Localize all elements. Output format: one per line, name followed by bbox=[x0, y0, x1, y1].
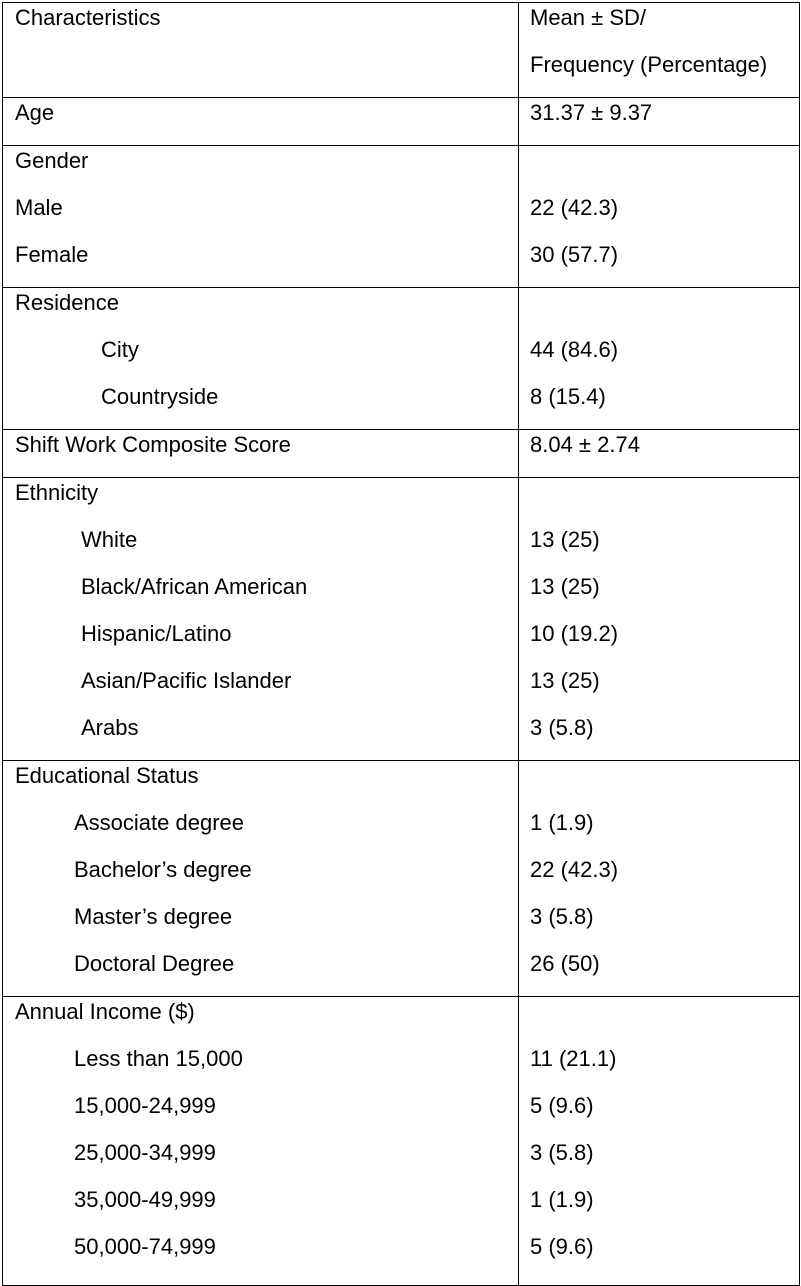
age-value: 31.37 ± 9.37 bbox=[530, 100, 653, 125]
income-35000-value: 1 (1.9) bbox=[530, 1187, 594, 1212]
shift-work-row bbox=[3, 430, 800, 478]
income-lt15000-value: 11 (21.1) bbox=[530, 1046, 617, 1071]
gender-label: Gender bbox=[15, 148, 89, 173]
education-master-value: 3 (5.8) bbox=[530, 904, 594, 929]
characteristics-header-cell bbox=[3, 3, 519, 98]
residence-label: Residence bbox=[15, 290, 119, 315]
value-header-line2: Frequency (Percentage) bbox=[530, 52, 768, 77]
education-doctoral-value: 26 (50) bbox=[530, 951, 600, 976]
residence-countryside-value: 8 (15.4) bbox=[530, 384, 606, 409]
ethnicity-section bbox=[3, 478, 800, 761]
income-lt15000-label: Less than 15,000 bbox=[74, 1046, 243, 1071]
gender-male-label: Male bbox=[15, 195, 63, 220]
education-associate-label: Associate degree bbox=[74, 810, 244, 835]
gender-male-value: 22 (42.3) bbox=[530, 195, 619, 220]
value-header-cell bbox=[519, 3, 800, 98]
shift-work-label: Shift Work Composite Score bbox=[15, 432, 291, 457]
ethnicity-arabs-label: Arabs bbox=[81, 715, 139, 740]
ethnicity-asian-value: 13 (25) bbox=[530, 668, 600, 693]
shift-work-value: 8.04 ± 2.74 bbox=[530, 432, 640, 457]
income-15000-value: 5 (9.6) bbox=[530, 1093, 594, 1118]
ethnicity-asian-label: Asian/Pacific Islander bbox=[81, 668, 292, 693]
residence-city-value: 44 (84.6) bbox=[530, 337, 619, 362]
education-associate-value: 1 (1.9) bbox=[530, 810, 594, 835]
residence-countryside-label: Countryside bbox=[101, 384, 219, 409]
ethnicity-label: Ethnicity bbox=[15, 480, 99, 505]
residence-section bbox=[3, 288, 800, 430]
income-50000-label: 50,000-74,999 bbox=[74, 1234, 216, 1259]
ethnicity-white-value: 13 (25) bbox=[530, 527, 600, 552]
education-bachelor-label: Bachelor’s degree bbox=[74, 857, 252, 882]
education-master-label: Master’s degree bbox=[74, 904, 233, 929]
ethnicity-black-label: Black/African American bbox=[81, 574, 308, 599]
income-50000-value: 5 (9.6) bbox=[530, 1234, 594, 1259]
gender-section bbox=[3, 146, 800, 288]
gender-female-label: Female bbox=[15, 242, 89, 267]
demographics-table bbox=[2, 2, 800, 1286]
ethnicity-white-label: White bbox=[81, 527, 138, 552]
education-label: Educational Status bbox=[15, 763, 199, 788]
income-label: Annual Income ($) bbox=[15, 999, 195, 1024]
income-35000-label: 35,000-49,999 bbox=[74, 1187, 216, 1212]
age-row bbox=[3, 98, 800, 146]
education-section bbox=[3, 761, 800, 997]
income-15000-label: 15,000-24,999 bbox=[74, 1093, 216, 1118]
ethnicity-hispanic-value: 10 (19.2) bbox=[530, 621, 619, 646]
value-header-line1: Mean ± SD/ bbox=[530, 5, 647, 30]
gender-female-value: 30 (57.7) bbox=[530, 242, 619, 267]
ethnicity-black-value: 13 (25) bbox=[530, 574, 600, 599]
residence-city-label: City bbox=[101, 337, 139, 362]
age-label: Age bbox=[15, 100, 55, 125]
ethnicity-hispanic-label: Hispanic/Latino bbox=[81, 621, 232, 646]
income-section bbox=[3, 997, 800, 1286]
ethnicity-arabs-value: 3 (5.8) bbox=[530, 715, 594, 740]
income-25000-label: 25,000-34,999 bbox=[74, 1140, 216, 1165]
education-bachelor-value: 22 (42.3) bbox=[530, 857, 619, 882]
characteristics-header: Characteristics bbox=[15, 5, 161, 30]
income-25000-value: 3 (5.8) bbox=[530, 1140, 594, 1165]
header-row bbox=[3, 3, 800, 98]
education-doctoral-label: Doctoral Degree bbox=[74, 951, 235, 976]
